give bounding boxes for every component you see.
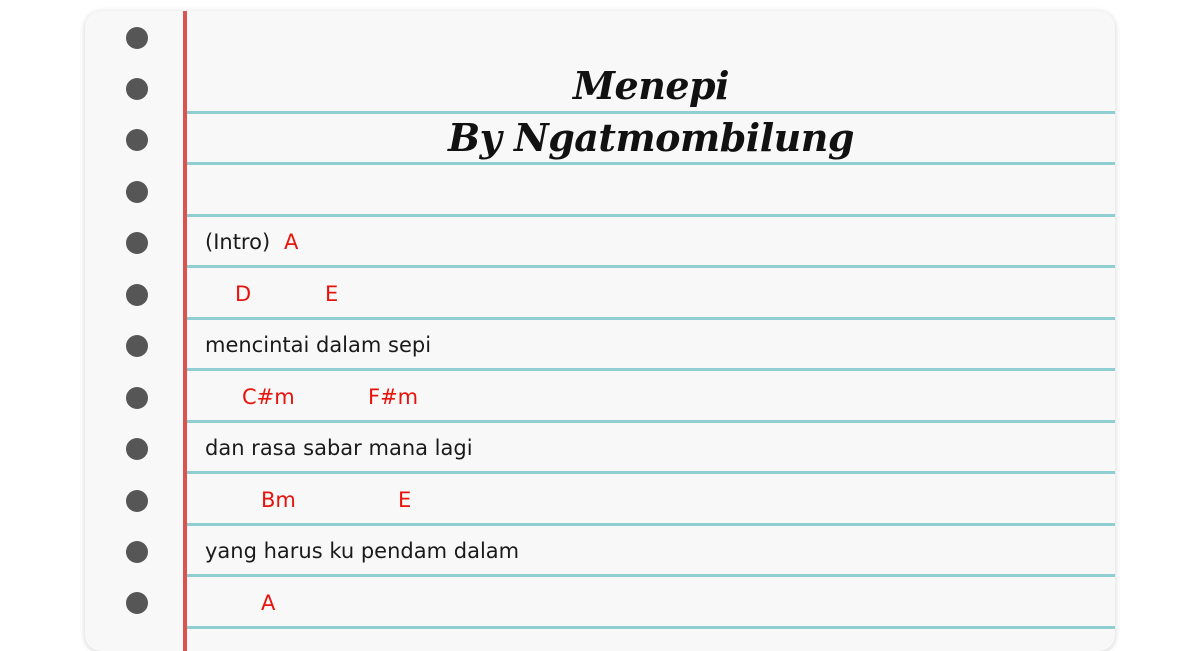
intro-label: (Intro) bbox=[205, 230, 271, 254]
ruled-line bbox=[187, 523, 1115, 526]
binder-hole bbox=[126, 232, 148, 254]
ruled-line bbox=[187, 626, 1115, 629]
binder-hole bbox=[126, 129, 148, 151]
binder-hole bbox=[126, 490, 148, 512]
ruled-line bbox=[187, 420, 1115, 423]
ruled-line bbox=[187, 111, 1115, 114]
binder-hole bbox=[126, 78, 148, 100]
lyric-line: dan rasa sabar mana lagi bbox=[205, 436, 473, 460]
ruled-line bbox=[187, 162, 1115, 165]
lyric-line: mencintai dalam sepi bbox=[205, 333, 432, 357]
song-artist: By Ngatmombilung bbox=[448, 115, 854, 160]
chord: F#m bbox=[368, 385, 419, 409]
binder-hole bbox=[126, 284, 148, 306]
ruled-line bbox=[187, 368, 1115, 371]
binder-hole bbox=[126, 335, 148, 357]
chord: Bm bbox=[261, 488, 296, 512]
chord: A bbox=[284, 230, 299, 254]
binder-hole bbox=[126, 592, 148, 614]
binder-hole bbox=[126, 181, 148, 203]
binder-hole bbox=[126, 438, 148, 460]
song-title: Menepi bbox=[572, 63, 730, 108]
ruled-line bbox=[187, 265, 1115, 268]
chord: E bbox=[325, 282, 339, 306]
binder-hole bbox=[126, 27, 148, 49]
notebook-paper bbox=[85, 11, 1115, 651]
ruled-line bbox=[187, 574, 1115, 577]
chord: E bbox=[398, 488, 412, 512]
ruled-line bbox=[187, 214, 1115, 217]
chord: D bbox=[235, 282, 252, 306]
binder-hole bbox=[126, 541, 148, 563]
chord: A bbox=[261, 591, 276, 615]
ruled-line bbox=[187, 471, 1115, 474]
chord: C#m bbox=[242, 385, 295, 409]
lyric-line: yang harus ku pendam dalam bbox=[205, 539, 520, 563]
ruled-line bbox=[187, 317, 1115, 320]
binder-hole bbox=[126, 387, 148, 409]
